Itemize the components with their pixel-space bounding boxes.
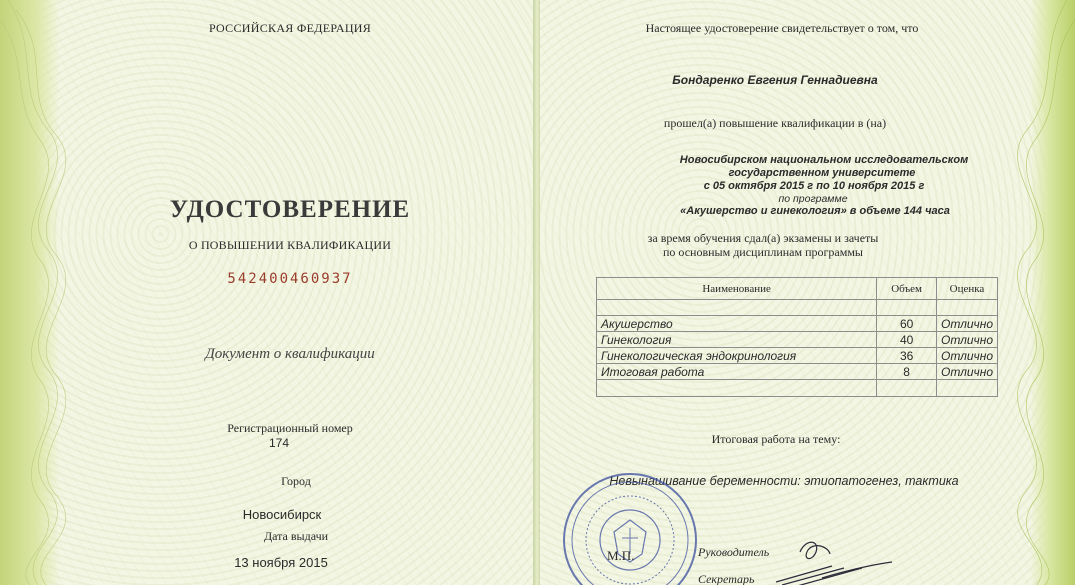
- discipline-volume: 8: [877, 364, 937, 380]
- stamp-placeholder-mark: М.П.: [607, 548, 635, 563]
- registration-number-value: 174: [268, 436, 290, 450]
- final-work-topic: Невынашивание беременности: этиопатогенез, тактика: [609, 474, 959, 488]
- column-header-grade: Оценка: [937, 278, 998, 300]
- discipline-volume: 60: [877, 316, 937, 332]
- right-page: [540, 0, 1075, 585]
- discipline-name: Акушерство: [597, 316, 877, 332]
- holder-name: Бондаренко Евгения Геннадиевна: [672, 73, 878, 87]
- discipline-grade: Отлично: [937, 364, 998, 380]
- handwritten-signatures: [772, 532, 912, 585]
- disciplines-table: [596, 277, 998, 397]
- exams-statement-line-1: за время обучения сдал(а) экзамены и зачеты: [647, 231, 879, 245]
- issue-date-value: 13 ноября 2015: [234, 555, 328, 570]
- discipline-volume: 36: [877, 348, 937, 364]
- left-guilloche-pattern: [0, 0, 535, 585]
- discipline-grade: Отлично: [937, 348, 998, 364]
- institution-line-1: Новосибирском национальном исследовательском: [679, 154, 969, 166]
- serial-number: 542400460937: [227, 271, 353, 287]
- discipline-name: Гинекологическая эндокринология: [597, 348, 877, 364]
- training-period: с 05 октября 2015 г по 10 ноября 2015 г: [703, 180, 925, 192]
- discipline-grade: Отлично: [937, 332, 998, 348]
- document-title: УДОСТОВЕРЕНИЕ: [169, 196, 411, 223]
- secretary-signature-label: Секретарь: [698, 572, 755, 585]
- column-header-name: Наименование: [597, 278, 877, 300]
- discipline-name: Итоговая работа: [597, 364, 877, 380]
- table-row: [597, 364, 998, 380]
- program-name: «Акушерство и гинекология» в объеме 144 часа: [680, 205, 950, 217]
- table-row: [597, 316, 998, 332]
- exams-statement-line-2: по основным дисциплинам программы: [662, 245, 864, 259]
- left-page: [0, 0, 535, 585]
- completed-statement: прошел(а) повышение квалификации в (на): [663, 116, 887, 130]
- institution-line-2: государственном университете: [728, 167, 916, 179]
- table-spacer-row: [597, 300, 998, 316]
- document-type: Документ о квалификации: [205, 346, 375, 362]
- table-row: [597, 348, 998, 364]
- certificate-intro: Настоящее удостоверение свидетельствует о том, что: [645, 21, 919, 35]
- final-work-label: Итоговая работа на тему:: [711, 432, 841, 446]
- registration-number-label: Регистрационный номер: [227, 421, 353, 435]
- city-value: Новосибирск: [242, 507, 322, 522]
- official-seal-stamp: [550, 458, 715, 585]
- document-subtitle: О ПОВЫШЕНИИ КВАЛИФИКАЦИИ: [188, 238, 392, 252]
- column-header-volume: Объем: [877, 278, 937, 300]
- discipline-volume: 40: [877, 332, 937, 348]
- discipline-grade: Отлично: [937, 316, 998, 332]
- by-program-label: по программе: [778, 193, 848, 205]
- discipline-name: Гинекология: [597, 332, 877, 348]
- table-row: [597, 332, 998, 348]
- head-signature-label: Руководитель: [698, 545, 770, 559]
- table-header-row: [597, 278, 998, 300]
- country-name: РОССИЙСКАЯ ФЕДЕРАЦИЯ: [208, 21, 372, 35]
- issue-date-label: Дата выдачи: [263, 529, 329, 543]
- table-empty-row: [597, 380, 998, 397]
- city-label: Город: [281, 474, 311, 488]
